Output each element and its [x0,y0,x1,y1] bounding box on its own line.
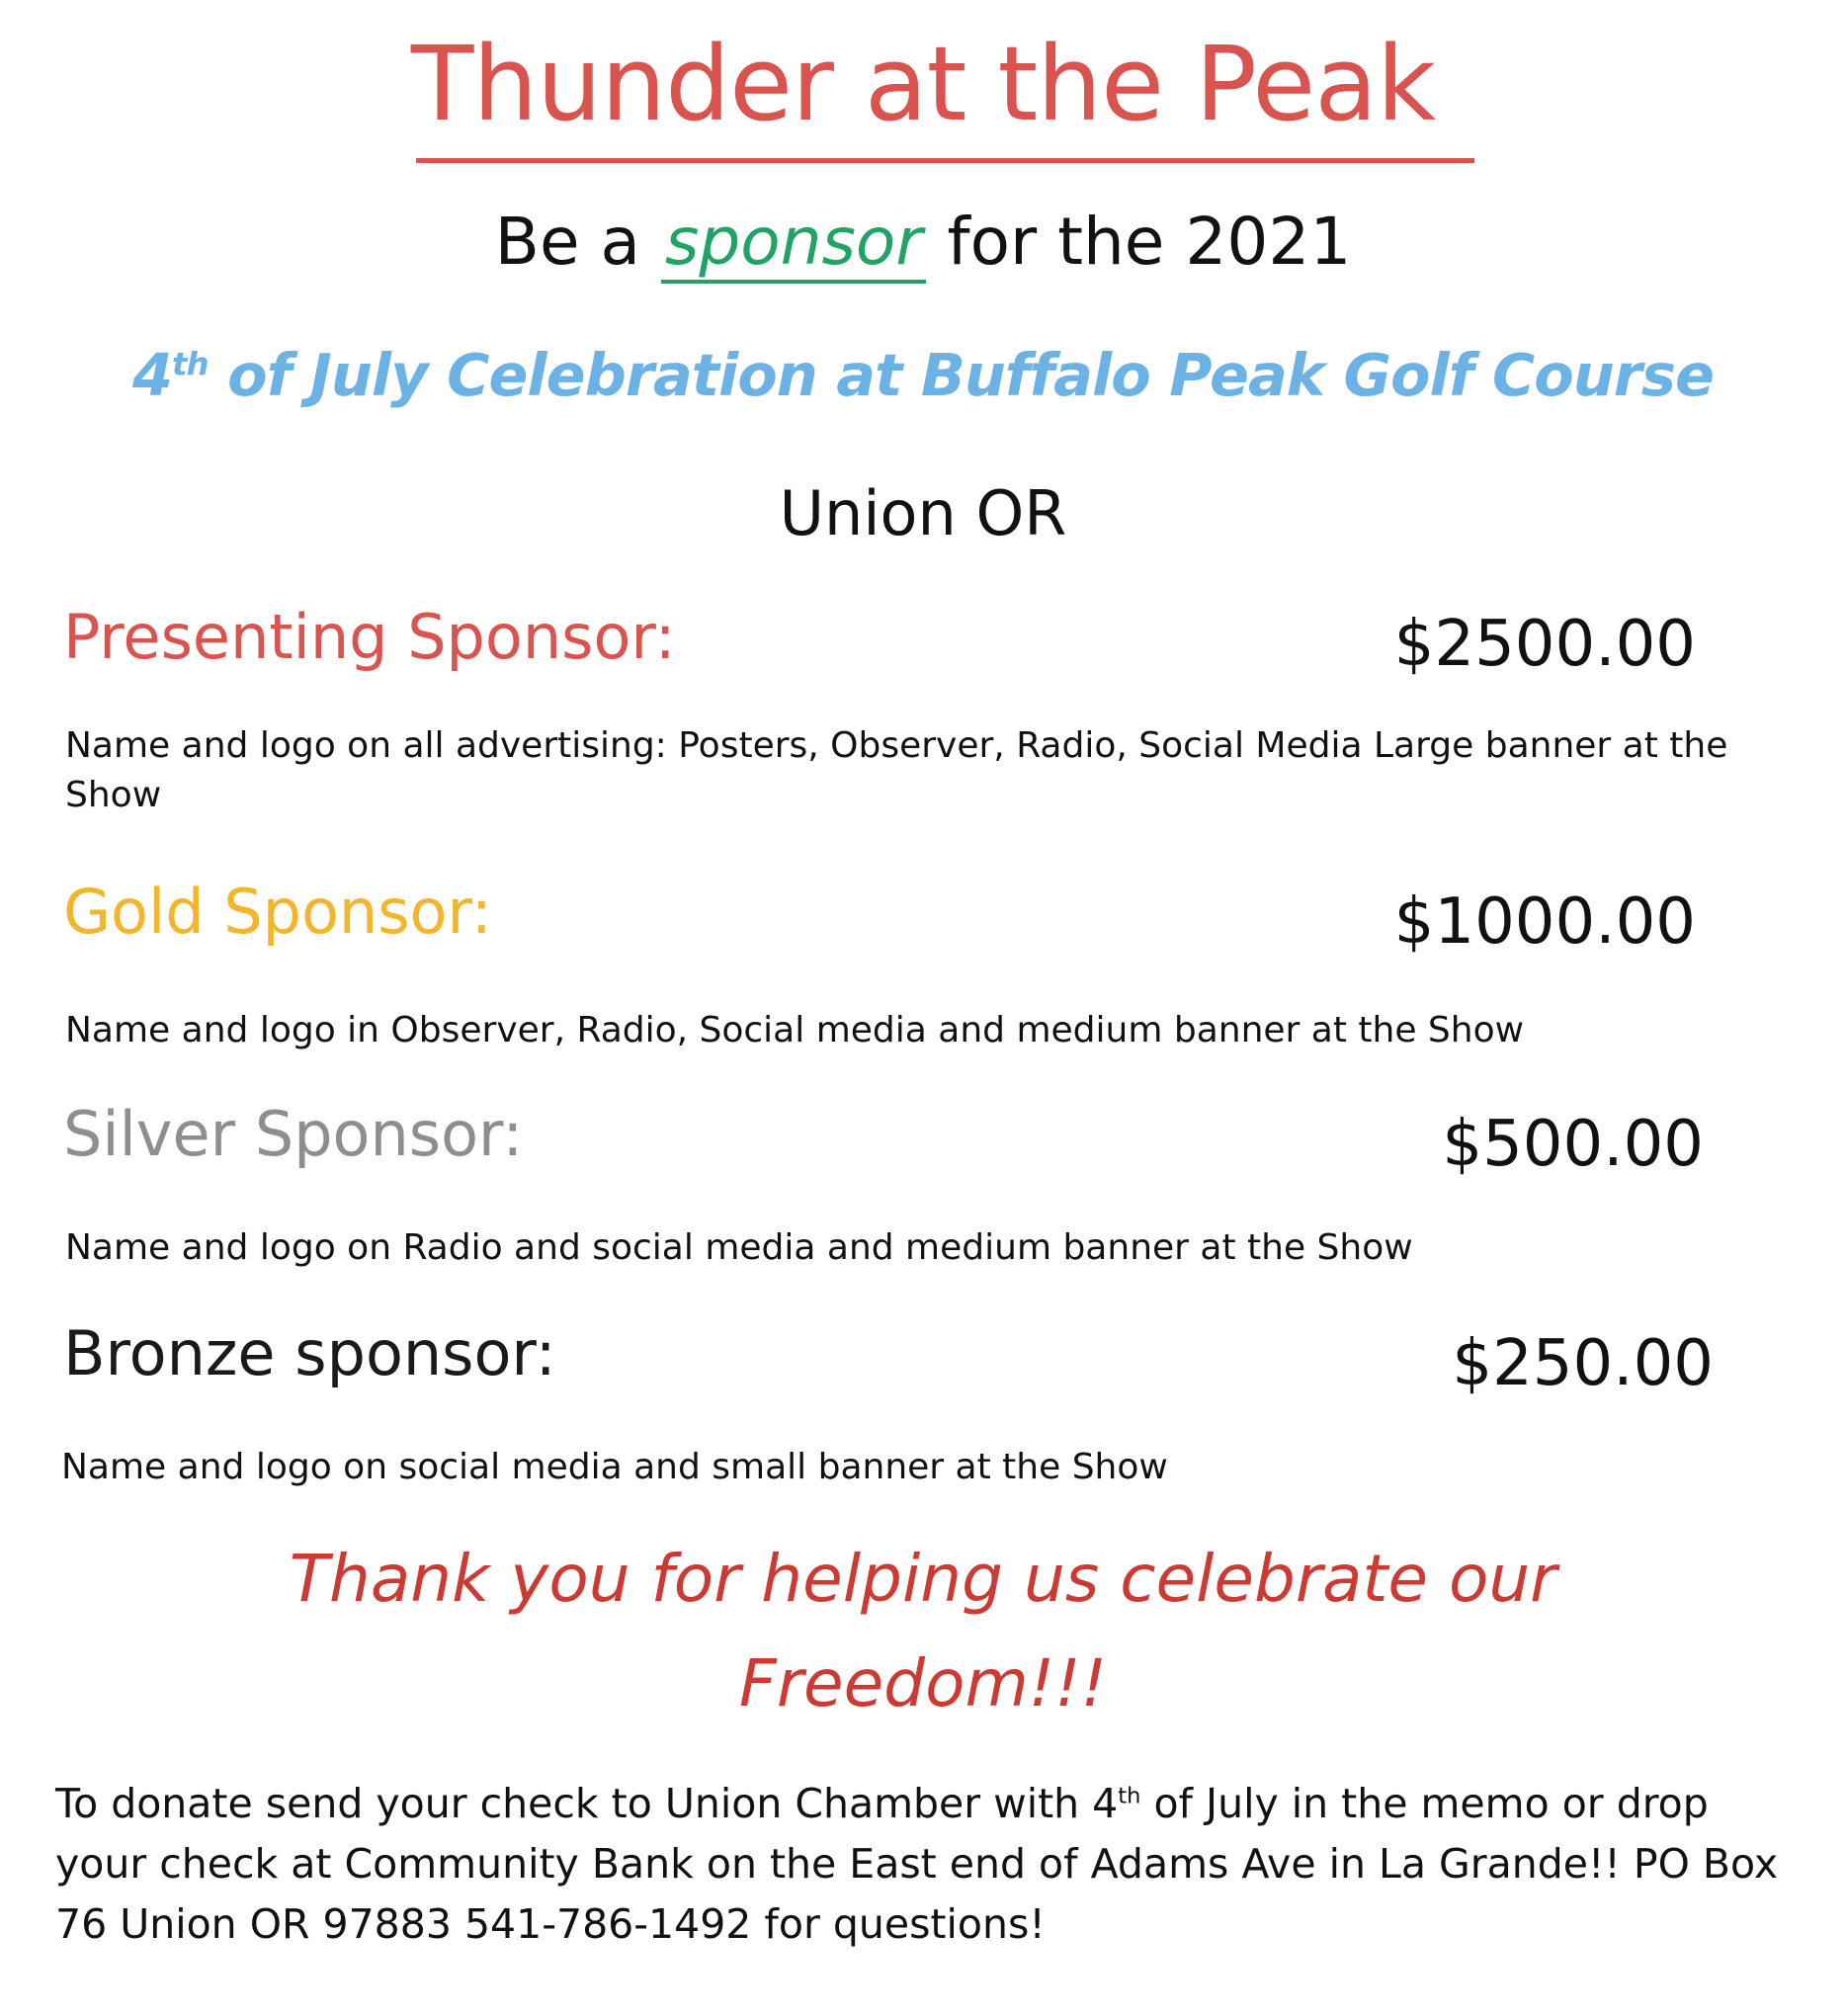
thank-you-message [0,1527,1846,1736]
thank-you-line-1: Thank you for helping us celebrate our [289,1541,1557,1617]
event-name-text: of July Celebration at Buffalo Peak Golf Course [208,341,1715,409]
page-title: Thunder at the Peak [410,24,1436,144]
tier-description-presenting: Name and logo on all advertising: Posters, Observer, Radio, Social Media Large banner at the Show [65,725,1728,815]
instructions-text-start: To donate send your check to Union Chamber with 4 [55,1780,1119,1827]
event-name [0,336,1846,415]
tier-name-silver: Silver Sponsor: [63,1098,524,1170]
event-location: Union OR [779,477,1067,549]
sponsor-emphasis: sponsor [661,204,926,284]
tier-price-presenting: $2500.00 [1393,608,1696,681]
title-underline [416,158,1474,163]
tier-name-bronze: Bronze sponsor: [63,1317,556,1389]
tier-description-bronze: Name and logo on social media and small banner at the Show [61,1447,1168,1487]
tier-price-silver: $500.00 [1442,1108,1704,1181]
donation-instructions [55,1774,1804,1955]
tier-description-gold: Name and logo in Observer, Radio, Social media and medium banner at the Show [65,1010,1525,1050]
tier-price-bronze: $250.00 [1452,1327,1714,1400]
event-ordinal-suffix: th [172,345,209,383]
tier-price-gold: $1000.00 [1393,885,1696,959]
tier-name-gold: Gold Sponsor: [63,876,492,948]
subtitle-tail: for the 2021 [926,204,1352,280]
tier-name-presenting: Presenting Sponsor: [63,601,676,673]
subtitle-lead: Be a [494,204,661,280]
instructions-text-end: of July in the memo or drop your check at Community Bank on the East end of Adams Ave in La Grande!! PO Box 76 Union OR 97883 541-786-1492 for questions! [55,1780,1779,1948]
tier-description-silver: Name and logo on Radio and social media and medium banner at the Show [65,1227,1413,1268]
instructions-ordinal-suffix: th [1118,1783,1141,1809]
event-ordinal: 4 [131,341,173,409]
subtitle [0,198,1846,287]
thank-you-line-2: Freedom!!! [738,1645,1108,1722]
